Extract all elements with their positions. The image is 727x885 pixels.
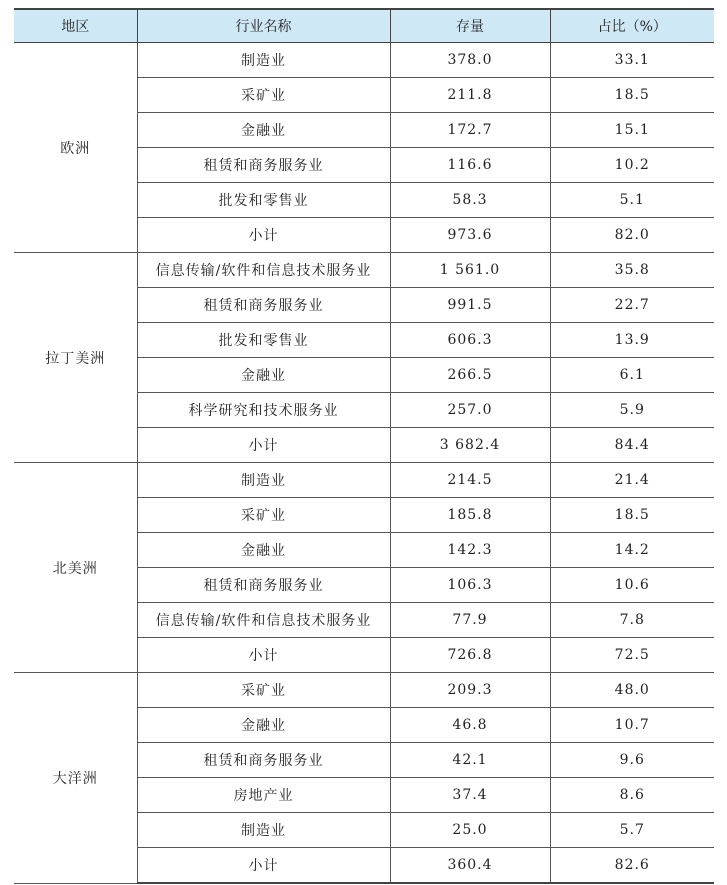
share-cell: 7.8 [550,603,714,638]
stock-cell: 142.3 [390,533,550,568]
share-cell: 5.9 [550,393,714,428]
table-row [14,43,714,78]
region-cell: 欧洲 [14,43,137,253]
header-industry: 行业名称 [137,9,390,43]
stock-cell: 606.3 [390,323,550,358]
investment-table [14,8,714,884]
share-cell: 82.6 [550,848,714,884]
industry-cell: 租赁和商务服务业 [137,148,390,183]
industry-cell: 信息传输/软件和信息技术服务业 [137,603,390,638]
industry-cell: 小计 [137,638,390,673]
share-cell: 5.7 [550,813,714,848]
industry-cell: 制造业 [137,43,390,78]
industry-cell: 租赁和商务服务业 [137,288,390,323]
industry-cell: 采矿业 [137,498,390,533]
header-share: 占比（%） [550,9,714,43]
stock-cell: 37.4 [390,778,550,813]
region-cell: 大洋洲 [14,673,137,884]
share-cell: 13.9 [550,323,714,358]
stock-cell: 211.8 [390,78,550,113]
header-stock: 存量 [390,9,550,43]
stock-cell: 973.6 [390,218,550,253]
industry-cell: 租赁和商务服务业 [137,743,390,778]
stock-cell: 378.0 [390,43,550,78]
share-cell: 10.6 [550,568,714,603]
stock-cell: 42.1 [390,743,550,778]
share-cell: 84.4 [550,428,714,463]
stock-cell: 214.5 [390,463,550,498]
stock-cell: 209.3 [390,673,550,708]
share-cell: 21.4 [550,463,714,498]
stock-cell: 3 682.4 [390,428,550,463]
table-row [14,253,714,288]
stock-cell: 1 561.0 [390,253,550,288]
share-cell: 9.6 [550,743,714,778]
industry-cell: 采矿业 [137,78,390,113]
table-row [14,463,714,498]
table-row [14,673,714,708]
share-cell: 72.5 [550,638,714,673]
industry-cell: 采矿业 [137,673,390,708]
stock-cell: 257.0 [390,393,550,428]
industry-cell: 金融业 [137,358,390,393]
stock-cell: 46.8 [390,708,550,743]
table-body [14,43,714,884]
industry-cell: 制造业 [137,813,390,848]
industry-cell: 批发和零售业 [137,183,390,218]
stock-cell: 172.7 [390,113,550,148]
share-cell: 15.1 [550,113,714,148]
stock-cell: 106.3 [390,568,550,603]
share-cell: 6.1 [550,358,714,393]
stock-cell: 266.5 [390,358,550,393]
header-region: 地区 [14,9,137,43]
stock-cell: 25.0 [390,813,550,848]
industry-cell: 金融业 [137,533,390,568]
industry-cell: 制造业 [137,463,390,498]
share-cell: 10.7 [550,708,714,743]
share-cell: 82.0 [550,218,714,253]
share-cell: 18.5 [550,498,714,533]
industry-cell: 金融业 [137,113,390,148]
header-row [14,9,714,43]
table-container [14,8,714,884]
share-cell: 18.5 [550,78,714,113]
stock-cell: 726.8 [390,638,550,673]
share-cell: 35.8 [550,253,714,288]
stock-cell: 116.6 [390,148,550,183]
stock-cell: 360.4 [390,848,550,884]
share-cell: 22.7 [550,288,714,323]
share-cell: 10.2 [550,148,714,183]
industry-cell: 小计 [137,428,390,463]
industry-cell: 房地产业 [137,778,390,813]
industry-cell: 科学研究和技术服务业 [137,393,390,428]
region-cell: 北美洲 [14,463,137,673]
industry-cell: 信息传输/软件和信息技术服务业 [137,253,390,288]
share-cell: 33.1 [550,43,714,78]
share-cell: 14.2 [550,533,714,568]
share-cell: 8.6 [550,778,714,813]
share-cell: 48.0 [550,673,714,708]
industry-cell: 金融业 [137,708,390,743]
region-cell: 拉丁美洲 [14,253,137,463]
stock-cell: 58.3 [390,183,550,218]
industry-cell: 批发和零售业 [137,323,390,358]
industry-cell: 小计 [137,218,390,253]
stock-cell: 991.5 [390,288,550,323]
share-cell: 5.1 [550,183,714,218]
industry-cell: 小计 [137,848,390,884]
stock-cell: 77.9 [390,603,550,638]
industry-cell: 租赁和商务服务业 [137,568,390,603]
stock-cell: 185.8 [390,498,550,533]
